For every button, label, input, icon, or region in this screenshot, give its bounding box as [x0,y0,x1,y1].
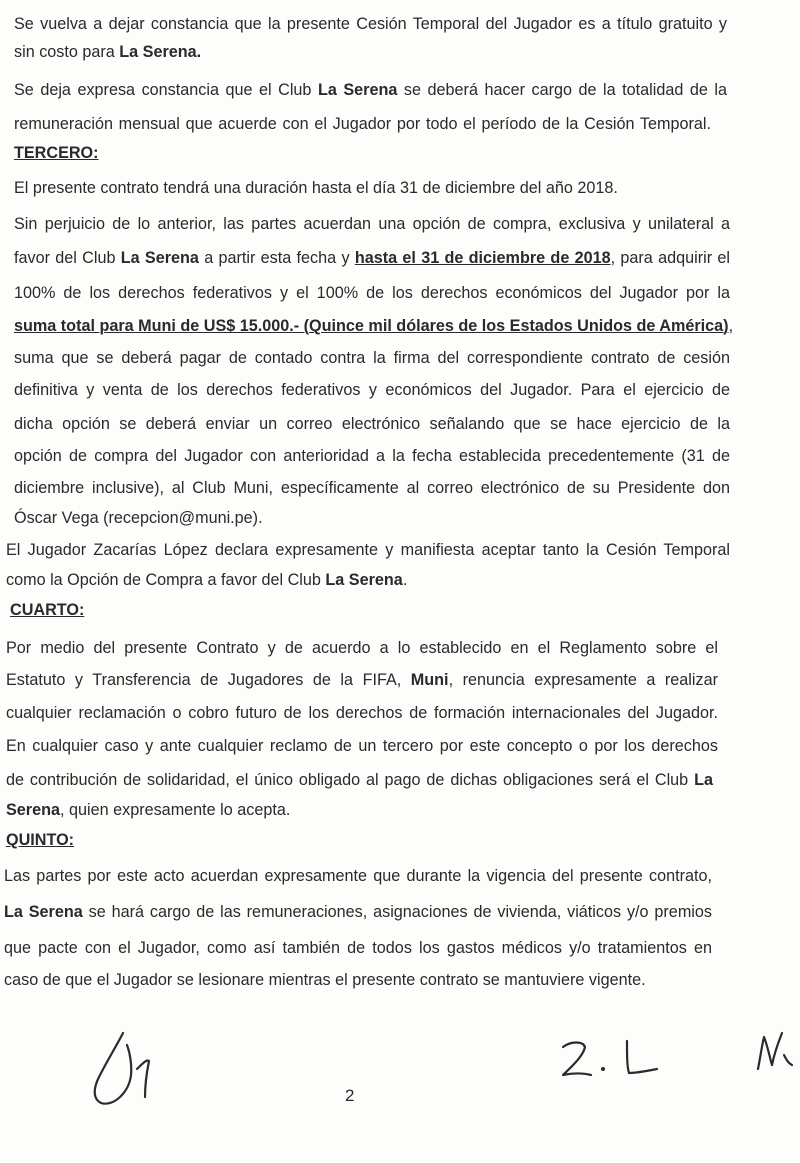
bold-club-name: Muni [410,671,449,689]
text-run: , [728,317,734,335]
text-run: Se deja expresa constancia que el Club [14,81,318,99]
bold-club-name: La Serena. [119,43,202,61]
paragraph-4-line-5: suma que se deberá pagar de contado contra la firma del correspondiente contrato de cesión [14,349,730,367]
text-run: se deberá hacer cargo de la totalidad de la [397,81,728,99]
paragraph-4-line-8: opción de compra del Jugador con anterioridad a la fecha establecida precedentemente (31 de [14,447,730,465]
text-run: de contribución de solidaridad, el único obligado al pago de dichas obligaciones será el Club [6,771,695,789]
bold-club-name: La Serena [120,249,199,267]
underlined-deadline: hasta el 31 de diciembre de 2018 [354,249,611,267]
signature-initials-zl [555,1035,665,1090]
text-run: , para adquirir el [610,249,730,267]
signature-left [85,1025,170,1110]
heading-cuarto: CUARTO: [10,601,85,619]
paragraph-7-line-1: Las partes por este acto acuerdan expresamente que durante la vigencia del presente contrato, [4,867,712,885]
bold-club-name: La Serena [4,903,83,921]
text-run: sin costo para [14,43,120,61]
paragraph-4-line-9: diciembre inclusive), al Club Muni, específicamente al correo electrónico de su Presidente don [14,479,730,497]
heading-quinto: QUINTO: [6,831,75,849]
text-run: se hará cargo de las remuneraciones, asignaciones de vivienda, viáticos y/o premios [82,903,712,921]
paragraph-4-line-3: 100% de los derechos federativos y el 100% de los derechos económicos del Jugador por la [14,284,730,302]
page-number: 2 [345,1086,355,1105]
text-run: , renuncia expresamente a realizar [448,671,718,689]
paragraph-1-line-1: Se vuelva a dejar constancia que la presente Cesión Temporal del Jugador es a título gratuito y [14,15,727,33]
text-run: como la Opción de Compra a favor del Club [6,571,326,589]
paragraph-3: El presente contrato tendrá una duración hasta el día 31 de diciembre del año 2018. [14,179,618,197]
bold-club-name: Serena [6,801,60,819]
paragraph-7-line-3: que pacte con el Jugador, como así también de todos los gastos médicos y/o tratamientos en [4,939,712,957]
paragraph-4-line-1: Sin perjuicio de lo anterior, las partes acuerdan una opción de compra, exclusiva y unilateral a [14,215,730,233]
paragraph-4-line-4 [14,316,733,336]
paragraph-6-line-5 [6,770,713,790]
text-run: . [402,571,408,589]
paragraph-5-line-2 [6,570,407,590]
paragraph-1-line-2 [14,42,201,62]
paragraph-5-line-1: El Jugador Zacarías López declara expresamente y manifiesta aceptar tanto la Cesión Temporal [6,541,730,559]
paragraph-7-line-2 [4,902,712,922]
paragraph-6-line-6 [6,800,290,820]
underlined-purchase-price: suma total para Muni de US$ 15.000.- (Quince mil dólares de los Estados Unidos de América) [14,317,729,335]
paragraph-6-line-3: cualquier reclamación o cobro futuro de los derechos de formación internacionales del Jugador. [6,704,718,722]
text-run: a partir esta fecha y [198,249,355,267]
signature-right [752,1025,797,1075]
bold-club-name: La Serena [325,571,403,589]
paragraph-4-line-2 [14,248,730,268]
bold-club-name: La Serena [317,81,398,99]
text-run: , quien expresamente lo acepta. [60,801,291,819]
bold-club-name: La [694,771,713,789]
paragraph-6-line-2 [6,670,718,690]
paragraph-4-line-7: dicha opción se deberá enviar un correo electrónico señalando que se hace ejercicio de la [14,415,730,433]
text-run: Estatuto y Transferencia de Jugadores de la FIFA, [6,671,411,689]
paragraph-7-line-4: caso de que el Jugador se lesionare mientras el presente contrato se mantuviere vigente. [4,971,646,989]
paragraph-6-line-4: En cualquier caso y ante cualquier reclamo de un tercero por este concepto o por los derechos [6,737,718,755]
paragraph-2-line-2: remuneración mensual que acuerde con el Jugador por todo el período de la Cesión Temporal. [14,115,711,133]
paragraph-4-line-10: Óscar Vega (recepcion@muni.pe). [14,509,263,527]
heading-tercero: TERCERO: [14,144,99,162]
text-run: favor del Club [14,249,121,267]
paragraph-6-line-1: Por medio del presente Contrato y de acuerdo a lo establecido en el Reglamento sobre el [6,639,718,657]
paragraph-4-line-6: definitiva y venta de los derechos federativos y económicos del Jugador. Para el ejercicio de [14,381,730,399]
paragraph-2-line-1 [14,80,727,100]
